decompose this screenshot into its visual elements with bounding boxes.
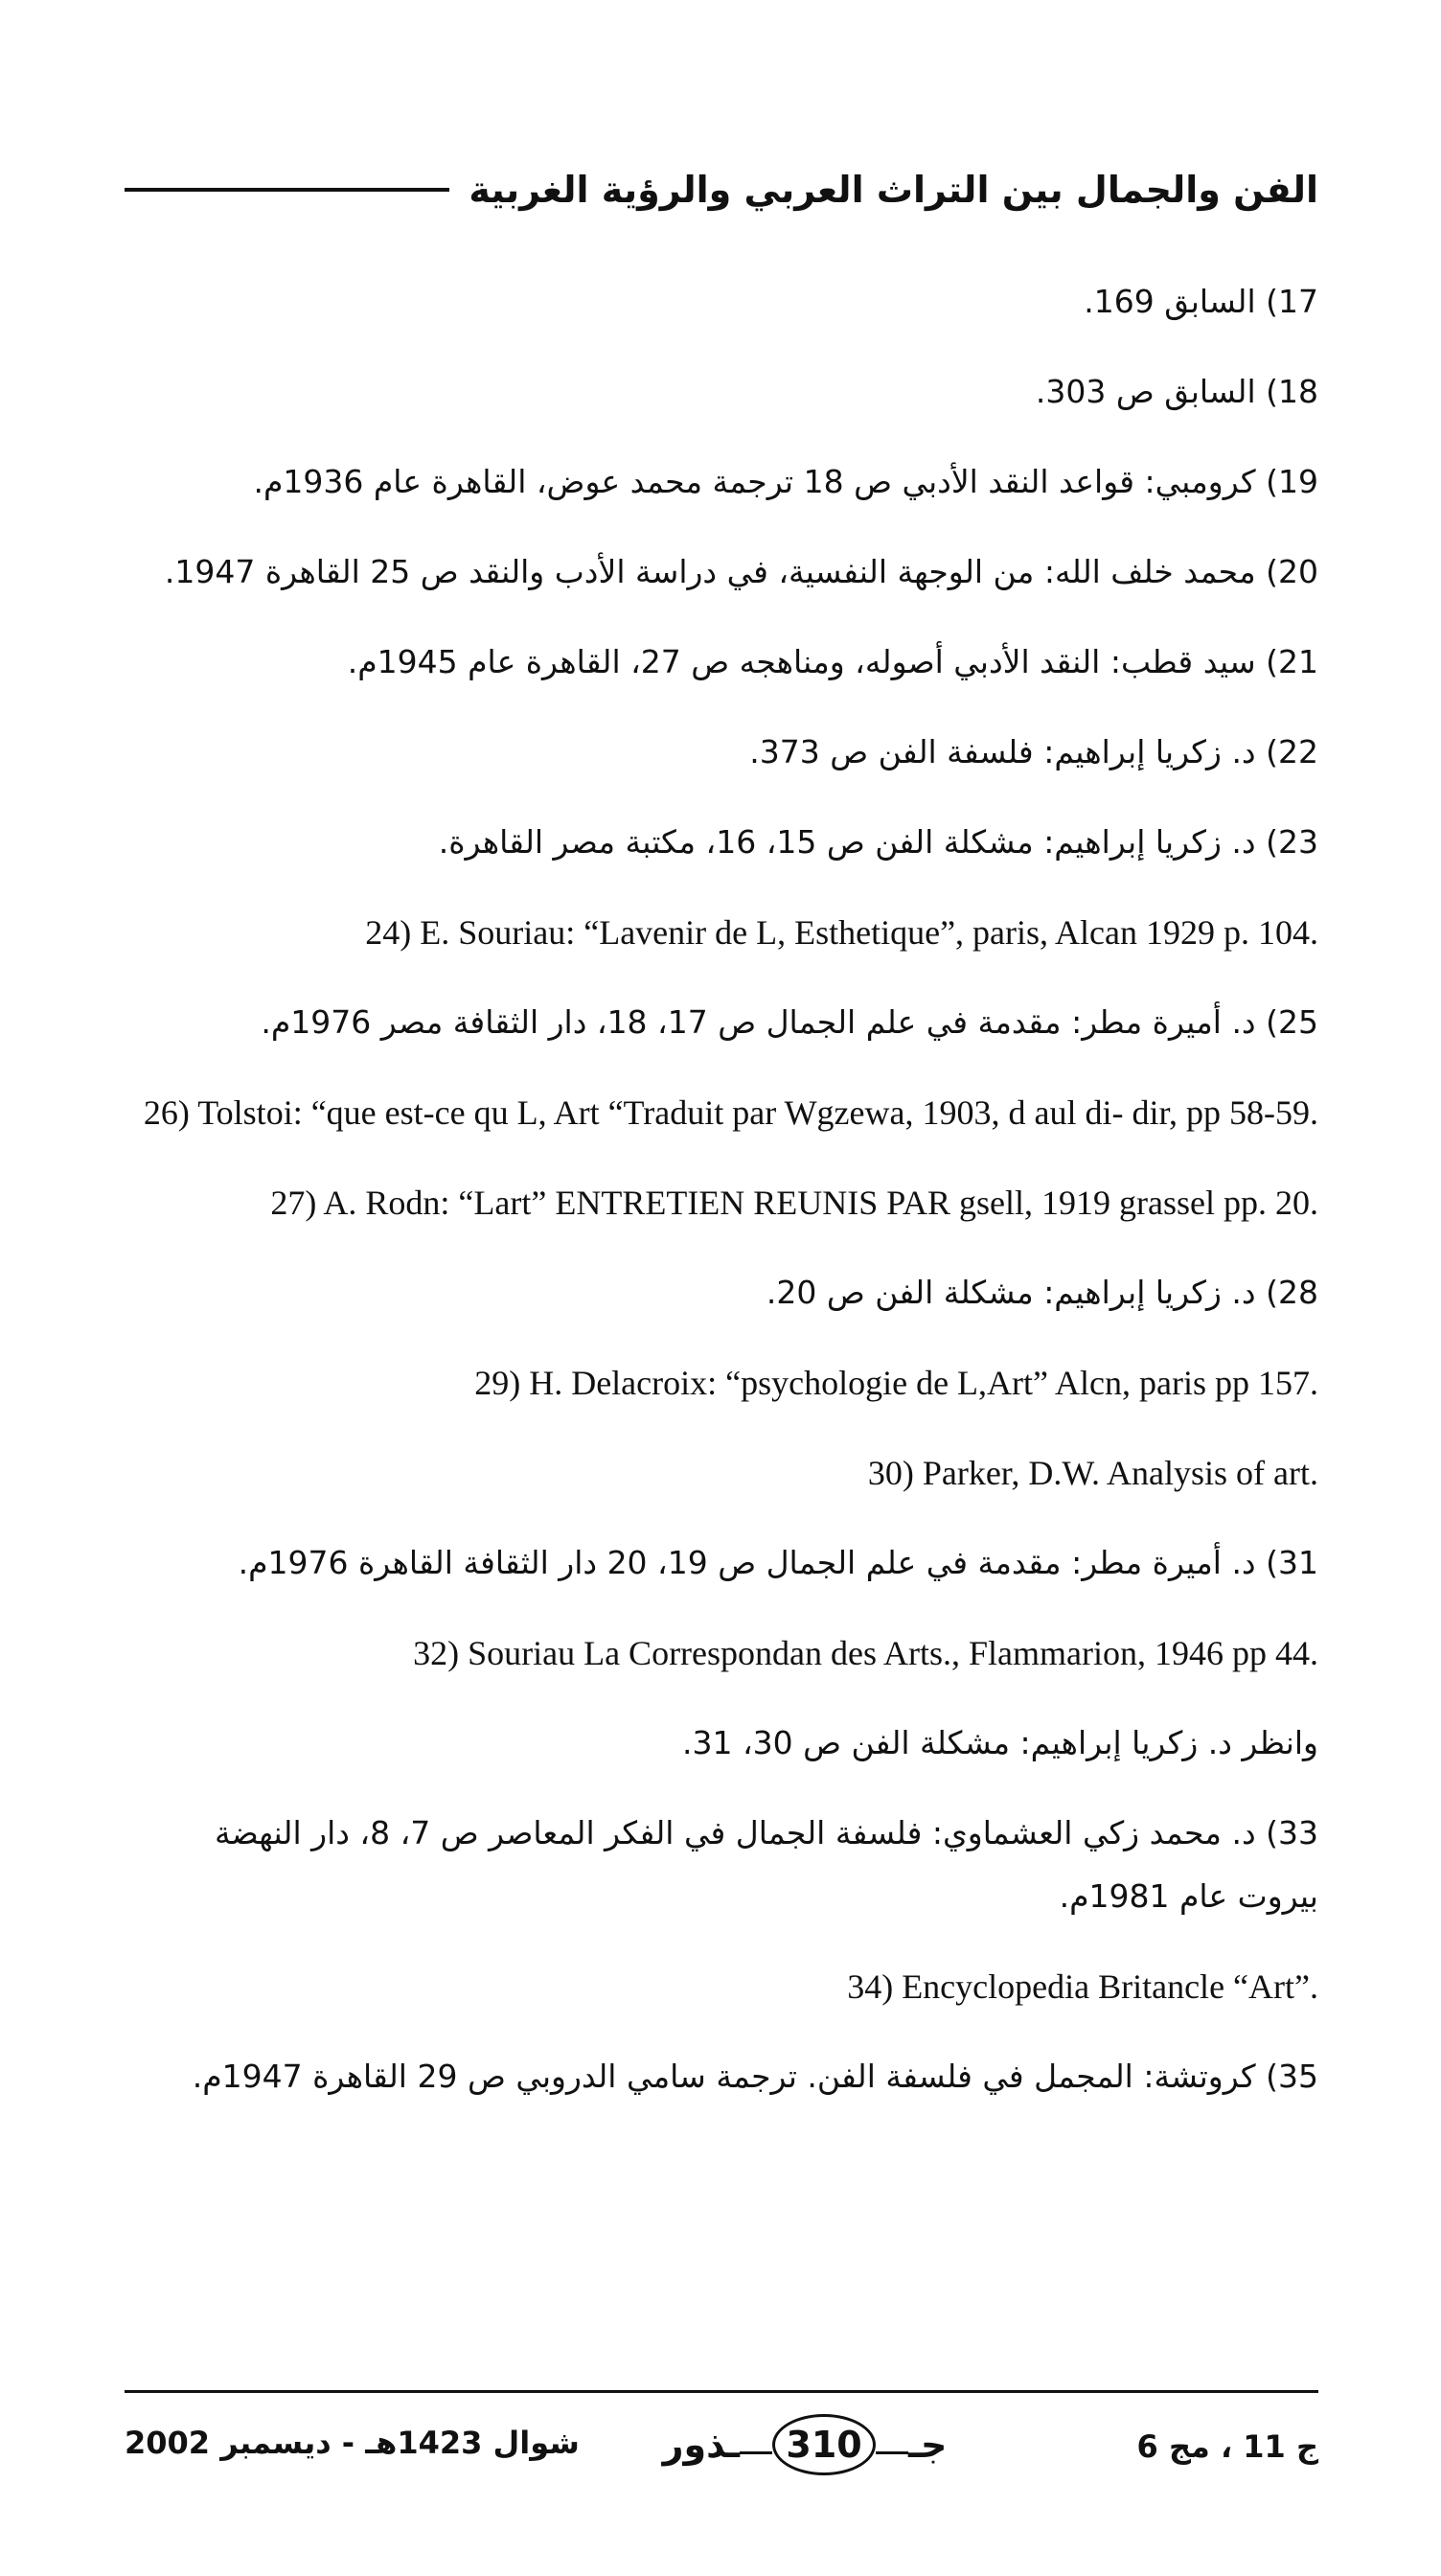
footer-date: شوال 1423هـ - ديسمبر 2002	[125, 2425, 580, 2461]
endnote-29: 29) H. Delacroix: “psychologie de L,Art” Alcn, paris pp 157.	[474, 1364, 1318, 1402]
footer-rule	[125, 2390, 1318, 2393]
magazine-logo	[623, 2409, 987, 2480]
endnote-18: 18) السابق ص 303.	[1035, 373, 1318, 410]
page-number: 310	[772, 2414, 876, 2475]
endnote-32-continuation: وانظر د. زكريا إبراهيم: مشكلة الفن ص 30، 31.	[682, 1724, 1318, 1761]
endnote-19: 19) كرومبي: قواعد النقد الأدبي ص 18 ترجمة محمد عوض، القاهرة عام 1936م.	[253, 463, 1318, 500]
endnote-23: 23) د. زكريا إبراهيم: مشكلة الفن ص 15، 16، مكتبة مصر القاهرة.	[438, 823, 1318, 861]
endnote-30: 30) Parker, D.W. Analysis of art.	[867, 1454, 1318, 1492]
endnote-20: 20) محمد خلف الله: من الوجهة النفسية، في دراسة الأدب والنقد ص 25 القاهرة 1947.	[164, 553, 1318, 590]
magazine-name-end: ـذور	[662, 2424, 741, 2466]
endnote-33: 33) د. محمد زكي العشماوي: فلسفة الجمال في الفكر المعاصر ص 7، 8، دار النهضة بيروت عام 1981م.	[214, 1814, 1318, 1915]
footer-volume: ج 11 ، مج 6	[1136, 2428, 1318, 2465]
magazine-connector-line	[876, 2451, 908, 2454]
endnote-26: 26) Tolstoi: “que est-ce qu L, Art “Traduit par Wgzewa, 1903, d aul di- dir, pp 58-59.	[143, 1093, 1318, 1132]
endnote-35: 35) كروتشة: المجمل في فلسفة الفن. ترجمة سامي الدروبي ص 29 القاهرة 1947م.	[192, 2058, 1318, 2095]
endnote-31: 31) د. أميرة مطر: مقدمة في علم الجمال ص 19، 20 دار الثقافة القاهرة 1976م.	[238, 1544, 1318, 1581]
endnote-21: 21) سيد قطب: النقد الأدبي أصوله، ومناهجه ص 27، القاهرة عام 1945م.	[347, 643, 1318, 680]
endnote-34: 34) Encyclopedia Britancle “Art”.	[847, 1967, 1318, 2006]
endnote-24: 24) E. Souriau: “Lavenir de L, Esthetique”, paris, Alcan 1929 p. 104.	[365, 913, 1318, 952]
endnotes-list	[125, 270, 1318, 2135]
header-rule	[125, 188, 449, 192]
endnote-25: 25) د. أميرة مطر: مقدمة في علم الجمال ص 17، 18، دار الثقافة مصر 1976م.	[261, 1003, 1318, 1041]
endnote-27: 27) A. Rodn: “Lart” ENTRETIEN REUNIS PAR gsell, 1919 grassel pp. 20.	[270, 1184, 1318, 1222]
magazine-name-start: جـ	[908, 2424, 948, 2466]
page-footer	[125, 2405, 1318, 2484]
header-title: الفن والجمال بين التراث العربي والرؤية الغربية	[469, 169, 1318, 211]
endnote-22: 22) د. زكريا إبراهيم: فلسفة الفن ص 373.	[749, 733, 1318, 770]
running-header	[125, 159, 1318, 220]
endnote-17: 17) السابق 169.	[1084, 283, 1318, 320]
endnote-28: 28) د. زكريا إبراهيم: مشكلة الفن ص 20.	[766, 1274, 1318, 1311]
magazine-connector-line	[740, 2451, 772, 2454]
endnote-32: 32) Souriau La Correspondan des Arts., Flammarion, 1946 pp 44.	[413, 1634, 1318, 1672]
